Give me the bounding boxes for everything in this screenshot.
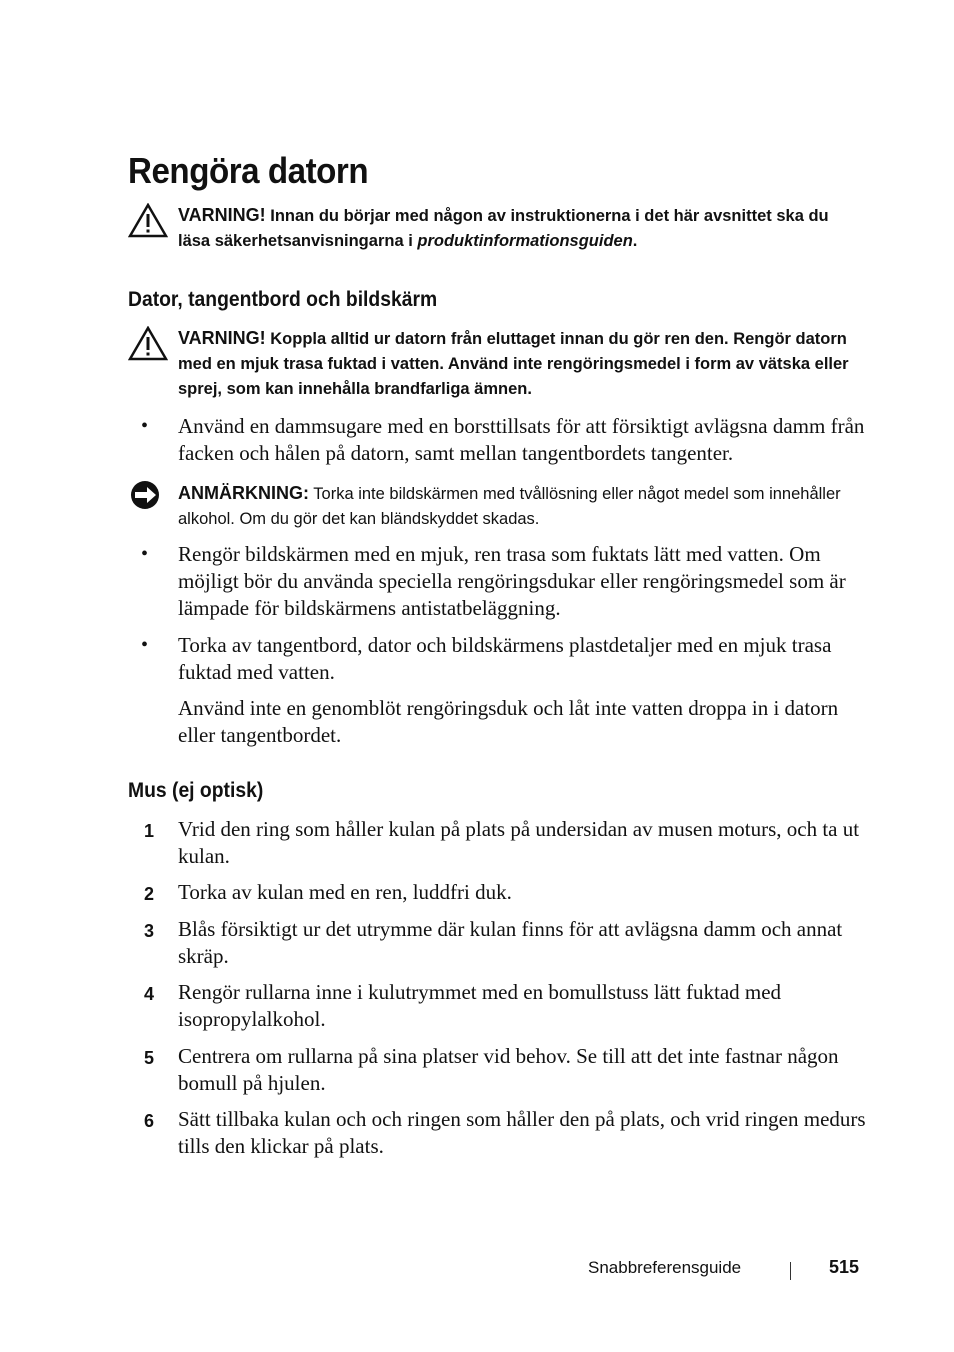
step-text: Sätt tillbaka kulan och och ringen som håller den på plats, och vrid ringen medurs tills den klickar på plats. [178, 1107, 866, 1158]
warning-text: Innan du börjar med någon av instruktionerna i det här avsnittet ska du läsa säkerhetsanvisningarna i [178, 207, 829, 250]
notice-label: ANMÄRKNING: [178, 483, 309, 503]
step-number: 6 [144, 1111, 155, 1131]
step-number: 1 [144, 821, 155, 841]
section-heading-mus: Mus (ej optisk) [128, 779, 264, 802]
warning-text-end: . [632, 232, 638, 250]
footer-separator [790, 1262, 791, 1280]
footer-guide-name: Snabbreferensguide [588, 1258, 742, 1277]
bullet-text: Använd en dammsugare med en borsttillsats för att försiktigt avlägsna damm från facken och hålen på datorn, samt mellan tangentbordets tangenter. [178, 414, 865, 465]
paragraph: Använd inte en genomblöt rengöringsduk och låt inte vatten droppa in i datorn eller tangentbordet. [178, 696, 839, 747]
step-number: 3 [144, 921, 155, 941]
bullet-dot: • [141, 543, 149, 565]
warning-label: VARNING! [178, 205, 266, 225]
bullet-dot: • [141, 415, 149, 437]
notice-text: Torka inte bildskärmen med tvållösning eller något medel som innehåller alkohol. Om du gör det kan bländskyddet skadas. [178, 485, 841, 528]
page-title: Rengöra datorn [128, 150, 369, 191]
step-number: 5 [144, 1048, 155, 1068]
step-text: Vrid den ring som håller kulan på plats på undersidan av musen moturs, och ta ut kulan. [178, 817, 860, 868]
notice-arrow-icon [128, 481, 168, 517]
section-heading-dator: Dator, tangentbord och bildskärm [128, 288, 438, 311]
bullet-text: Torka av tangentbord, dator och bildskärmens plastdetaljer med en mjuk trasa fuktad med vatten. [178, 633, 832, 684]
warning-label: VARNING! [178, 328, 266, 348]
bullet-text: Rengör bildskärmen med en mjuk, ren trasa som fuktats lätt med vatten. Om möjligt bör du använda speciella rengöringsdukar eller rengöringsmedel som är lämpade för bildskärmens antistatbeläggning. [178, 542, 846, 620]
warning-triangle-icon [128, 326, 168, 362]
step-text: Blås försiktigt ur det utrymme där kulan finns för att avlägsna damm och annat skräp. [178, 917, 843, 968]
step-text: Rengör rullarna inne i kulutrymmet med en bomullstuss lätt fuktad med isopropylalkohol. [178, 980, 782, 1031]
step-number: 4 [144, 984, 155, 1004]
bullet-dot: • [141, 634, 149, 656]
warning-text: Koppla alltid ur datorn från eluttaget innan du gör ren den. Rengör datorn med en mjuk trasa fuktad i vatten. Använd inte rengöringsmedel i form av vätska eller sprej, som kan innehålla brandfarliga ämnen. [178, 330, 849, 398]
step-text: Torka av kulan med en ren, luddfri duk. [178, 880, 512, 904]
page-number: 515 [829, 1257, 860, 1277]
warning-triangle-icon [128, 203, 168, 239]
warning-italic-ref: produktinformationsguiden [417, 232, 633, 250]
step-number: 2 [144, 884, 155, 904]
step-text: Centrera om rullarna på sina platser vid behov. Se till att det inte fastnar någon bomull på hjulen. [178, 1044, 839, 1095]
